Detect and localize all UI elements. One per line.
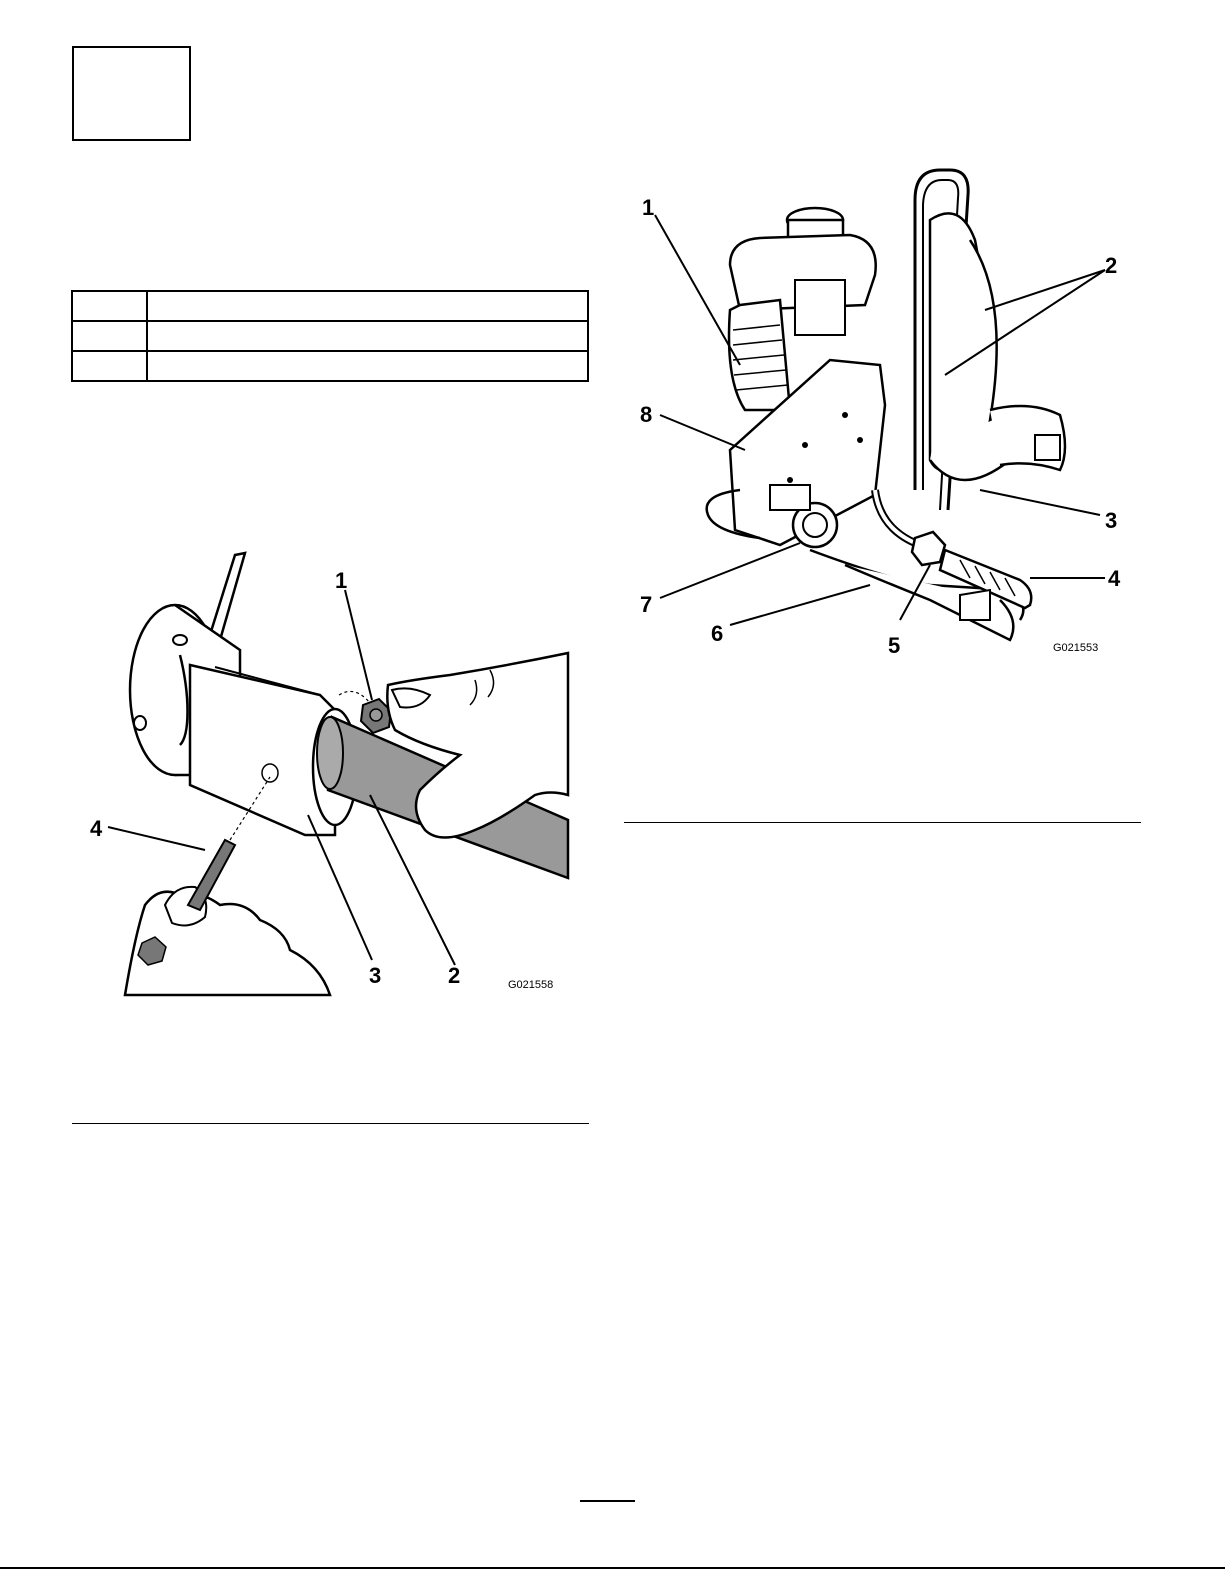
parts-table xyxy=(71,290,589,382)
callout-3: 3 xyxy=(1105,508,1118,533)
left-figure-labels xyxy=(80,545,580,1000)
section-divider xyxy=(624,822,1141,823)
figure-code: G021553 xyxy=(1053,642,1099,654)
callout-4: 4 xyxy=(90,816,103,841)
table-row xyxy=(72,351,588,381)
callout-1: 1 xyxy=(335,568,348,593)
table-cell-qty xyxy=(72,351,147,381)
table-cell-description xyxy=(147,321,588,351)
callout-2: 2 xyxy=(448,963,461,988)
callout-5: 5 xyxy=(888,633,901,658)
callout-8: 8 xyxy=(640,402,653,427)
table-row xyxy=(72,291,588,321)
table-cell-description xyxy=(147,351,588,381)
callout-2: 2 xyxy=(1105,253,1118,278)
figure-code: G021558 xyxy=(508,979,554,991)
callout-4: 4 xyxy=(1108,566,1121,591)
table-cell-description xyxy=(147,291,588,321)
footer-rule xyxy=(0,1567,1225,1569)
table-row xyxy=(72,321,588,351)
step-number-box xyxy=(72,46,191,141)
page-number-rule xyxy=(580,1500,635,1502)
section-divider xyxy=(72,1123,589,1124)
callout-3: 3 xyxy=(369,963,382,988)
table-cell-qty xyxy=(72,291,147,321)
callout-7: 7 xyxy=(640,592,653,617)
callout-6: 6 xyxy=(711,621,724,646)
table-cell-qty xyxy=(72,321,147,351)
callout-1: 1 xyxy=(642,195,655,220)
right-figure-labels xyxy=(630,160,1140,665)
